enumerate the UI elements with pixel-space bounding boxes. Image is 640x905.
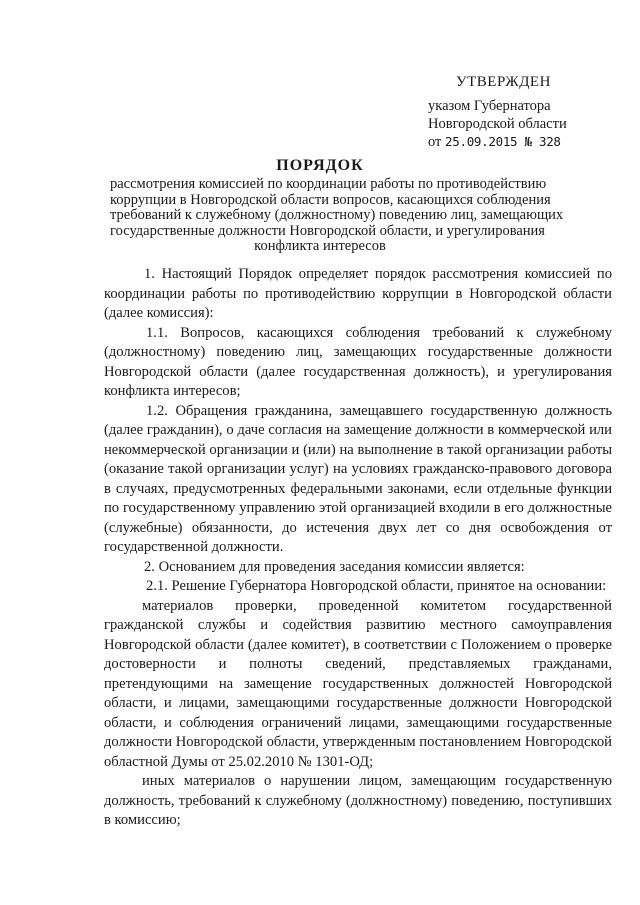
decree-date-number: 25.09.2015 № 328 [445, 134, 561, 149]
document-subtitle [110, 176, 564, 255]
subtitle-line: рассмотрения комиссией по координации работы по противодействию [110, 176, 547, 192]
paragraph-2-1: 2.1. Решение Губернатора Новгородской области, принятое на основании: [146, 578, 607, 594]
paragraph-other-materials: иных материалов о нарушении лицом, замещающим государственную должность, требований к служебному (должностному) поведению, поступивших в комиссию; [104, 773, 612, 828]
decree-line-2: Новгородской области [428, 116, 567, 132]
document-title: ПОРЯДОК [276, 157, 364, 174]
paragraph-1-1: 1.1. Вопросов, касающихся соблюдения требований к служебному (должностному) поведению лиц, замещающих государственные должности Новгородской области (далее государственная должность), и урегулирования конфликта интересов; [104, 324, 612, 399]
paragraph-1: 1. Настоящий Порядок определяет порядок рассмотрения комиссией по координации работы по противодействию коррупции в Новгородской области (далее комиссия): [104, 266, 612, 321]
subtitle-line: конфликта интересов [254, 238, 386, 254]
subtitle-line: коррупции в Новгородской области вопросов, касающихся соблюдения [110, 191, 551, 208]
paragraph-materials-check: материалов проверки, проведенной комитетом государственной гражданской службы и содействия развитию местного самоуправления Новгородской области (далее комитет), в соответствии с Положением о проверке достоверности и полноты сведений, представляемых гражданами, претендующими на замещение государственных должностей Новгородской области, и лицами, замещающими государственные должности Новгородской области, и соблюдения ограничений лицами, замещающими государственные должности Новгородской области, утвержденным постановлением Новгородской областной Думы от 25.02.2010 № 1301-ОД; [104, 597, 612, 770]
approval-decree-block [428, 97, 567, 151]
decree-line-3 [428, 133, 567, 151]
paragraph-1-2: 1.2. Обращения гражданина, замещавшего государственную должность (далее гражданин), о даче согласия на замещение должности в коммерческой или некоммерческой организации и (или) на выполнение в такой организации работы (оказание такой организации услуг) на условиях гражданско-правового договора в случаях, предусмотренных федеральными законами, если отдельные функции по государственному управлению этой организацией входили в его должностные (служебные) обязанности, до истечения двух лет со дня освобождения от государственной должности. [104, 402, 612, 555]
decree-prefix: от [428, 134, 442, 150]
paragraph-2: 2. Основанием для проведения заседания комиссии является: [144, 558, 525, 575]
subtitle-line: требований к служебному (должностному) поведению лиц, замещающих [110, 207, 564, 223]
subtitle-line: государственные должности Новгородской области, и урегулирования [110, 222, 545, 239]
approval-stamp-title: УТВЕРЖДЕН [456, 74, 551, 90]
document-body [104, 265, 612, 831]
decree-line-1: указом Губернатора [428, 98, 551, 114]
